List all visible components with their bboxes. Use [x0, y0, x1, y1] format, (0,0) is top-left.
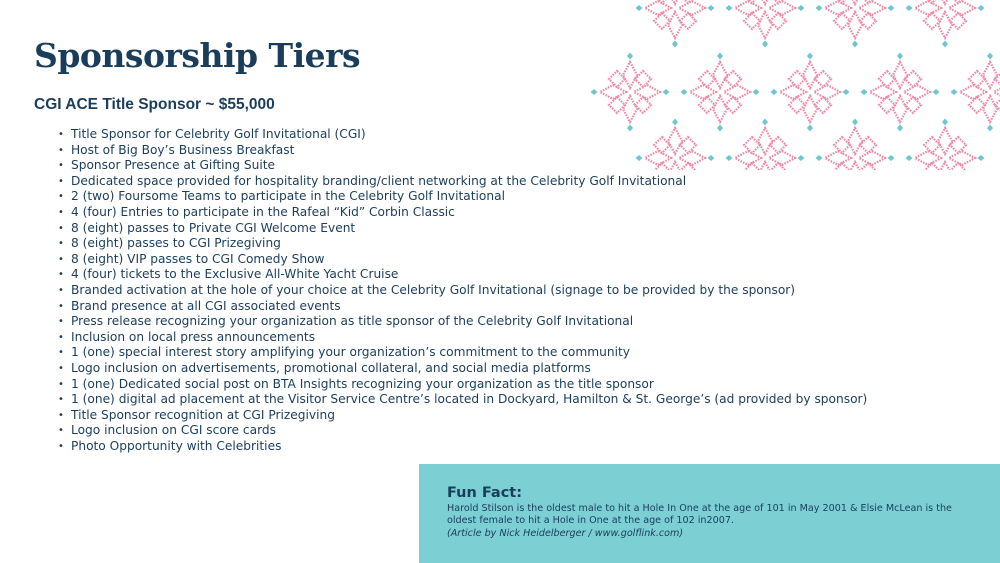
teal-dot [708, 155, 715, 161]
benefit-item: • Branded activation at the hole of your choice at the Celebrity Golf Invitational (signage to be provided by the sponsor) [58, 283, 867, 299]
pink-diamond [699, 97, 715, 113]
pink-diamond [635, 71, 651, 87]
pink-diamond [623, 62, 637, 88]
teal-dot [627, 125, 633, 132]
pink-diamond [803, 96, 817, 122]
pink-diamond [938, 0, 952, 4]
teal-dot [663, 89, 670, 95]
pink-diamond [654, 137, 670, 153]
benefit-item: • Host of Big Boy’s Business Breakfast [58, 143, 867, 159]
benefit-item: • 8 (eight) VIP passes to CGI Comedy Show [58, 252, 867, 268]
pink-diamond [623, 96, 637, 122]
pink-diamond [848, 12, 862, 38]
pink-diamond [815, 71, 831, 87]
pink-diamond [949, 151, 975, 165]
pink-diamond [770, 0, 786, 3]
pink-diamond [635, 97, 651, 113]
pink-diamond [859, 151, 885, 165]
teal-dot [978, 155, 985, 161]
pink-diamond [950, 0, 966, 3]
teal-dot [762, 119, 768, 126]
pink-diamond [848, 162, 862, 170]
pink-diamond [769, 1, 795, 15]
benefit-item: • Sponsor Presence at Gifting Suite [58, 158, 867, 174]
pink-diamond [860, 0, 876, 3]
fun-fact-title: Fun Fact: [447, 485, 523, 501]
diamond-pattern-icon [565, 0, 1000, 170]
benefit-item: • 4 (four) Entries to participate in the Rafeal “Kid” Corbin Classic [58, 205, 867, 221]
pink-diamond [725, 71, 741, 87]
pink-diamond [938, 12, 952, 38]
teal-dot [852, 119, 858, 126]
pink-diamond [848, 0, 862, 4]
pink-diamond [713, 62, 727, 88]
pink-diamond [699, 71, 715, 87]
pink-diamond [654, 13, 670, 29]
pink-diamond [758, 162, 772, 170]
pink-diamond [860, 163, 876, 170]
pink-diamond [815, 97, 831, 113]
teal-dot [672, 41, 678, 48]
pink-diamond [949, 1, 975, 15]
teal-dot [906, 155, 913, 161]
teal-dot [843, 89, 850, 95]
benefit-item: • Brand presence at all CGI associated events [58, 299, 867, 315]
pink-diamond [609, 97, 625, 113]
pink-diamond [679, 1, 705, 15]
pink-diamond [870, 85, 896, 99]
teal-dot [987, 125, 993, 132]
teal-dot [591, 89, 598, 95]
pink-diamond [789, 97, 805, 113]
teal-dot [681, 89, 688, 95]
pink-diamond [725, 97, 741, 113]
teal-dot [762, 41, 768, 48]
teal-dot [753, 89, 760, 95]
pink-diamond [600, 85, 626, 99]
benefit-item: • Press release recognizing your organization as title sponsor of the Celebrity Golf Invitational [58, 314, 867, 330]
pink-diamond [969, 97, 985, 113]
pink-diamond [713, 96, 727, 122]
teal-dot [987, 53, 993, 60]
pink-diamond [770, 137, 786, 153]
benefit-item: • 8 (eight) passes to Private CGI Welcome Event [58, 221, 867, 237]
pink-diamond [668, 128, 682, 154]
pink-diamond [735, 1, 761, 15]
benefits-list [58, 127, 867, 454]
benefit-item: • 1 (one) Dedicated social post on BTA Insights recognizing your organization as the title sponsor [58, 377, 867, 393]
fun-fact-text: Harold Stilson is the oldest male to hit a Hole In One at the age of 101 in May 2001 & Elsie McLean is the oldest female to hit a Hole in One at the age of 102 in2007. [447, 503, 952, 527]
page-title: Sponsorship Tiers [34, 36, 361, 75]
benefit-item: • 1 (one) special interest story amplifying your organization’s commitment to the community [58, 345, 867, 361]
pink-diamond [724, 85, 750, 99]
teal-dot [807, 125, 813, 132]
pink-diamond [924, 137, 940, 153]
teal-dot [906, 5, 913, 11]
teal-dot [897, 125, 903, 132]
pink-diamond [634, 85, 660, 99]
pink-diamond [668, 162, 682, 170]
pink-diamond [609, 71, 625, 87]
pink-diamond [915, 1, 941, 15]
pink-diamond [690, 85, 716, 99]
pink-diamond [860, 13, 876, 29]
pink-diamond [938, 162, 952, 170]
teal-dot [708, 5, 715, 11]
teal-dot [951, 89, 958, 95]
pink-diamond [834, 13, 850, 29]
pink-diamond [645, 151, 671, 165]
teal-dot [942, 119, 948, 126]
teal-dot [888, 5, 895, 11]
teal-dot [636, 5, 643, 11]
pink-diamond [879, 71, 895, 87]
teal-dot [717, 53, 723, 60]
pink-diamond [770, 163, 786, 170]
pink-diamond [983, 96, 997, 122]
benefit-item: • 8 (eight) passes to CGI Prizegiving [58, 236, 867, 252]
benefit-item: • Title Sponsor for Celebrity Golf Invitational (CGI) [58, 127, 867, 143]
pink-diamond [803, 62, 817, 88]
pink-diamond [994, 85, 1000, 99]
pink-diamond [950, 163, 966, 170]
benefit-item: • Photo Opportunity with Celebrities [58, 439, 867, 455]
pink-diamond [905, 71, 921, 87]
teal-dot [726, 155, 733, 161]
benefit-item: • 1 (one) digital ad placement at the Visitor Service Centre’s located in Dockyard, Hamilton & St. George’s (ad provided by sponsor) [58, 392, 867, 408]
pink-diamond [814, 85, 840, 99]
pink-diamond [995, 97, 1000, 113]
teal-dot [861, 89, 868, 95]
pink-diamond [680, 137, 696, 153]
pink-diamond [893, 96, 907, 122]
pink-diamond [758, 128, 772, 154]
benefit-item: • 2 (two) Foursome Teams to participate in the Celebrity Golf Invitational [58, 189, 867, 205]
pink-diamond [680, 13, 696, 29]
fun-fact-source: (Article by Nick Heidelberger / www.golflink.com) [447, 528, 684, 539]
pink-diamond [924, 13, 940, 29]
pink-diamond [834, 137, 850, 153]
pink-diamond [915, 151, 941, 165]
teal-dot [798, 5, 805, 11]
benefit-item: • Logo inclusion on advertisements, promotional collateral, and social media platforms [58, 361, 867, 377]
teal-dot [942, 41, 948, 48]
pink-diamond [680, 0, 696, 3]
pink-diamond [744, 13, 760, 29]
teal-dot [978, 5, 985, 11]
pink-diamond [848, 128, 862, 154]
pink-diamond [879, 97, 895, 113]
pink-diamond [950, 13, 966, 29]
pink-diamond [960, 85, 986, 99]
teal-dot [798, 155, 805, 161]
teal-dot [816, 155, 823, 161]
fun-fact-box [419, 464, 1000, 563]
benefit-item: • Inclusion on local press announcements [58, 330, 867, 346]
pink-diamond [680, 163, 696, 170]
teal-dot [888, 155, 895, 161]
teal-dot [897, 53, 903, 60]
pink-diamond [735, 151, 761, 165]
teal-dot [636, 155, 643, 161]
pink-diamond [645, 1, 671, 15]
benefit-item: • Dedicated space provided for hospitality branding/client networking at the Celebrity Golf Invitational [58, 174, 867, 190]
pink-diamond [825, 151, 851, 165]
pink-diamond [859, 1, 885, 15]
pink-diamond [904, 85, 930, 99]
pink-diamond [893, 62, 907, 88]
pink-diamond [668, 0, 682, 4]
pink-diamond [780, 85, 806, 99]
pink-diamond [789, 71, 805, 87]
pink-diamond [969, 71, 985, 87]
benefit-item: • 4 (four) tickets to the Exclusive All-White Yacht Cruise [58, 267, 867, 283]
pink-diamond [770, 13, 786, 29]
pink-diamond [905, 97, 921, 113]
pink-diamond [758, 12, 772, 38]
pink-diamond [679, 151, 705, 165]
benefit-item: • Logo inclusion on CGI score cards [58, 423, 867, 439]
pink-diamond [825, 1, 851, 15]
pink-diamond [860, 137, 876, 153]
pink-diamond [769, 151, 795, 165]
pink-diamond [983, 62, 997, 88]
pink-diamond [758, 0, 772, 4]
benefit-item: • Title Sponsor recognition at CGI Prizegiving [58, 408, 867, 424]
teal-dot [816, 5, 823, 11]
tier-heading: CGI ACE Title Sponsor ~ $55,000 [34, 96, 275, 113]
pink-diamond [668, 12, 682, 38]
teal-dot [672, 119, 678, 126]
teal-dot [717, 125, 723, 132]
teal-dot [852, 41, 858, 48]
teal-dot [771, 89, 778, 95]
teal-dot [933, 89, 940, 95]
teal-dot [726, 5, 733, 11]
pink-diamond [950, 137, 966, 153]
teal-dot [627, 53, 633, 60]
pink-diamond [744, 137, 760, 153]
teal-dot [807, 53, 813, 60]
pink-diamond [938, 128, 952, 154]
